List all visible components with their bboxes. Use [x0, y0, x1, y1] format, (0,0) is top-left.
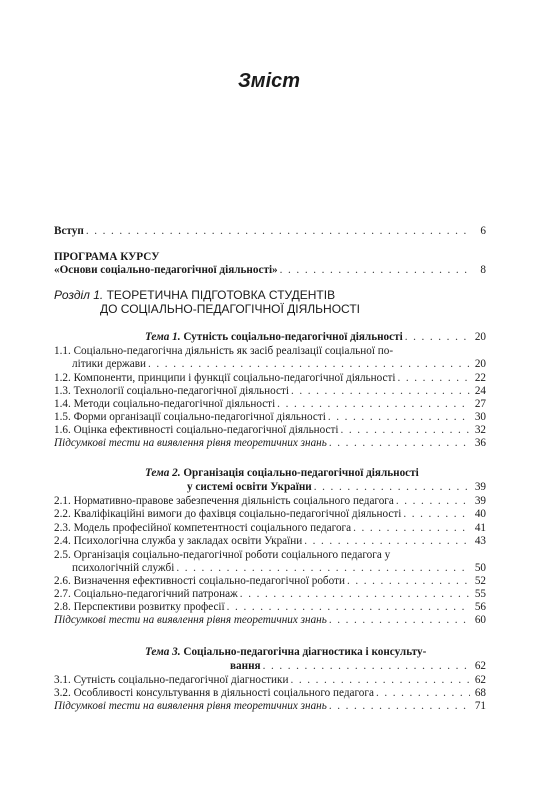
toc-leader-dots — [240, 587, 470, 601]
toc-page-number: 60 — [474, 614, 486, 626]
toc-entry-1-2[interactable] — [54, 371, 486, 385]
topic-prefix: Тема 1. — [145, 331, 181, 343]
topic-title: Сутність соціально-педагогічної діяльності — [180, 331, 403, 343]
toc-entry-label: 2.2. Кваліфікаційні вимоги до фахівця соціально-педагогічної діяльності — [54, 508, 402, 520]
toc-entry-3-2[interactable] — [54, 686, 486, 700]
toc-entry-label: 1.2. Компоненти, принципи і функції соціально-педагогічної діяльності — [54, 372, 396, 384]
program-heading: ПРОГРАМА КУРСУ — [54, 251, 160, 263]
toc-leader-dots — [227, 600, 470, 614]
toc-entry-label: Вступ — [54, 225, 84, 237]
toc-entry-2-8[interactable] — [54, 600, 486, 614]
toc-entry-2-5[interactable] — [54, 561, 486, 575]
toc-page-number: 32 — [474, 424, 486, 436]
toc-entry-label: вання — [230, 660, 261, 672]
topic2-title-line1 — [145, 466, 486, 480]
toc-leader-dots — [314, 480, 470, 494]
toc-entry-topic1[interactable] — [145, 330, 486, 344]
toc-entry-label: 2.3. Модель професійної компетентності соціального педагога — [54, 522, 352, 534]
toc-page-number: 41 — [474, 522, 486, 534]
toc-entry-label: Підсумкові тести на виявлення рівня теоретичних знань — [54, 700, 327, 712]
toc-entry-tests-2[interactable] — [54, 613, 486, 627]
toc-leader-dots — [176, 561, 470, 575]
toc-entry-label: 2.7. Соціально-педагогічний патронаж — [54, 588, 238, 600]
toc-leader-dots — [403, 507, 470, 521]
toc-leader-dots — [328, 410, 470, 424]
toc-page-number: 43 — [474, 535, 486, 547]
topic-title: Соціально-педагогічна діагностика і консульту- — [180, 646, 427, 658]
toc-leader-dots — [280, 263, 470, 277]
toc-entry-3-1[interactable] — [54, 673, 486, 687]
toc-page-number: 52 — [474, 575, 486, 587]
toc-entry-label: 3.2. Особливості консультування в діяльності соціального педагога — [54, 687, 374, 699]
toc-entry-label: 1.6. Оцінка ефективності соціально-педагогічної діяльності — [54, 424, 339, 436]
toc-entry-1-4[interactable] — [54, 397, 486, 411]
toc-page-number: 27 — [474, 398, 486, 410]
toc-page-number: 22 — [474, 372, 486, 384]
toc-leader-dots — [148, 357, 470, 371]
topic3-title-line1 — [145, 645, 486, 659]
toc-entry-label: 2.1. Нормативно-правове забезпечення діяльність соціального педагога — [54, 495, 394, 507]
topic-prefix: Тема 2. — [145, 467, 181, 479]
toc-leader-dots — [329, 699, 470, 713]
toc-leader-dots — [291, 384, 470, 398]
toc-entry-1-5[interactable] — [54, 410, 486, 424]
toc-page-number: 68 — [474, 687, 486, 699]
section-title-line2: ДО СОЦІАЛЬНО-ПЕДАГОГІЧНОЇ ДІЯЛЬНОСТІ — [100, 302, 360, 316]
toc-page-number: 39 — [474, 481, 486, 493]
toc-page-number: 55 — [474, 588, 486, 600]
toc-leader-dots — [347, 574, 470, 588]
toc-leader-dots — [405, 330, 470, 344]
toc-leader-dots — [341, 423, 471, 437]
toc-entry-2-3[interactable] — [54, 521, 486, 535]
toc-entry-line: 1.1. Соціально-педагогічна діяльність як засіб реалізації соціальної по- — [54, 345, 394, 357]
toc-entry-1-1[interactable] — [54, 357, 486, 371]
toc-entry-line: 2.5. Організація соціально-педагогічної роботи соціального педагога у — [54, 549, 391, 561]
toc-leader-dots — [86, 224, 470, 238]
toc-entry-intro[interactable] — [54, 224, 486, 238]
toc-page-number: 62 — [474, 674, 486, 686]
toc-entry-label: «Основи соціально-педагогічної діяльності» — [54, 264, 278, 276]
toc-entry-2-2[interactable] — [54, 507, 486, 521]
toc-entry-1-6[interactable] — [54, 423, 486, 437]
toc-entry-tests-1[interactable] — [54, 436, 486, 450]
toc-entry-2-7[interactable] — [54, 587, 486, 601]
topic-prefix: Тема 3. — [145, 646, 181, 658]
toc-entry-label — [145, 330, 403, 344]
toc-entry-1-3[interactable] — [54, 384, 486, 398]
toc-entry-label: у системі освіти України — [187, 481, 312, 493]
toc-leader-dots — [263, 659, 470, 673]
section-heading — [54, 288, 335, 303]
toc-page-number: 6 — [480, 225, 486, 237]
toc-entry-label: психологічній службі — [72, 562, 175, 574]
toc-entry-label: 1.4. Методи соціально-педагогічної діяльності — [54, 398, 276, 410]
toc-page-number: 56 — [474, 601, 486, 613]
toc-page-number: 20 — [474, 358, 486, 370]
toc-page-number: 40 — [474, 508, 486, 520]
toc-leader-dots — [353, 521, 470, 535]
toc-entry-2-4[interactable] — [54, 534, 486, 548]
toc-entry-topic2[interactable] — [54, 480, 486, 494]
toc-entry-label: Підсумкові тести на виявлення рівня теоретичних знань — [54, 437, 327, 449]
toc-entry-label: 1.5. Форми організації соціально-педагогічної діяльності — [54, 411, 326, 423]
toc-page-number: 36 — [474, 437, 486, 449]
toc-leader-dots — [396, 494, 470, 508]
toc-entry-topic3[interactable] — [54, 659, 486, 673]
toc-page-number: 62 — [474, 660, 486, 672]
toc-page-number: 8 — [480, 264, 486, 276]
section-prefix: Розділ 1. — [54, 288, 104, 302]
toc-entry-label: літики держави — [72, 358, 147, 370]
toc-entry-label: 2.6. Визначення ефективності соціально-педагогічної роботи — [54, 575, 345, 587]
toc-entry-tests-3[interactable] — [54, 699, 486, 713]
toc-entry-label: 1.3. Технології соціально-педагогічної діяльності — [54, 385, 289, 397]
toc-page-number: 30 — [474, 411, 486, 423]
toc-page-number: 20 — [474, 331, 486, 343]
topic-title: Організація соціально-педагогічної діяльності — [180, 467, 419, 479]
toc-leader-dots — [329, 436, 470, 450]
toc-entry-label: Підсумкові тести на виявлення рівня теоретичних знань — [54, 614, 327, 626]
toc-page-number: 24 — [474, 385, 486, 397]
toc-page-number: 39 — [474, 495, 486, 507]
toc-entry-2-6[interactable] — [54, 574, 486, 588]
toc-leader-dots — [290, 673, 470, 687]
toc-leader-dots — [277, 397, 470, 411]
toc-page-number: 71 — [474, 700, 486, 712]
toc-entry-program[interactable] — [54, 263, 486, 277]
section-title-line1: ТЕОРЕТИЧНА ПІДГОТОВКА СТУДЕНТІВ — [103, 288, 336, 302]
toc-entry-label: 3.1. Сутність соціально-педагогічної діагностики — [54, 674, 289, 686]
toc-page-number: 50 — [474, 562, 486, 574]
toc-leader-dots — [397, 371, 470, 385]
toc-entry-label: 2.4. Психологічна служба у закладах освіти України — [54, 535, 303, 547]
page-title: Зміст — [237, 70, 301, 92]
toc-leader-dots — [329, 613, 470, 627]
toc-entry-label: 2.8. Перспективи розвитку професії — [54, 601, 225, 613]
toc-leader-dots — [376, 686, 470, 700]
toc-leader-dots — [304, 534, 470, 548]
toc-entry-2-1[interactable] — [54, 494, 486, 508]
